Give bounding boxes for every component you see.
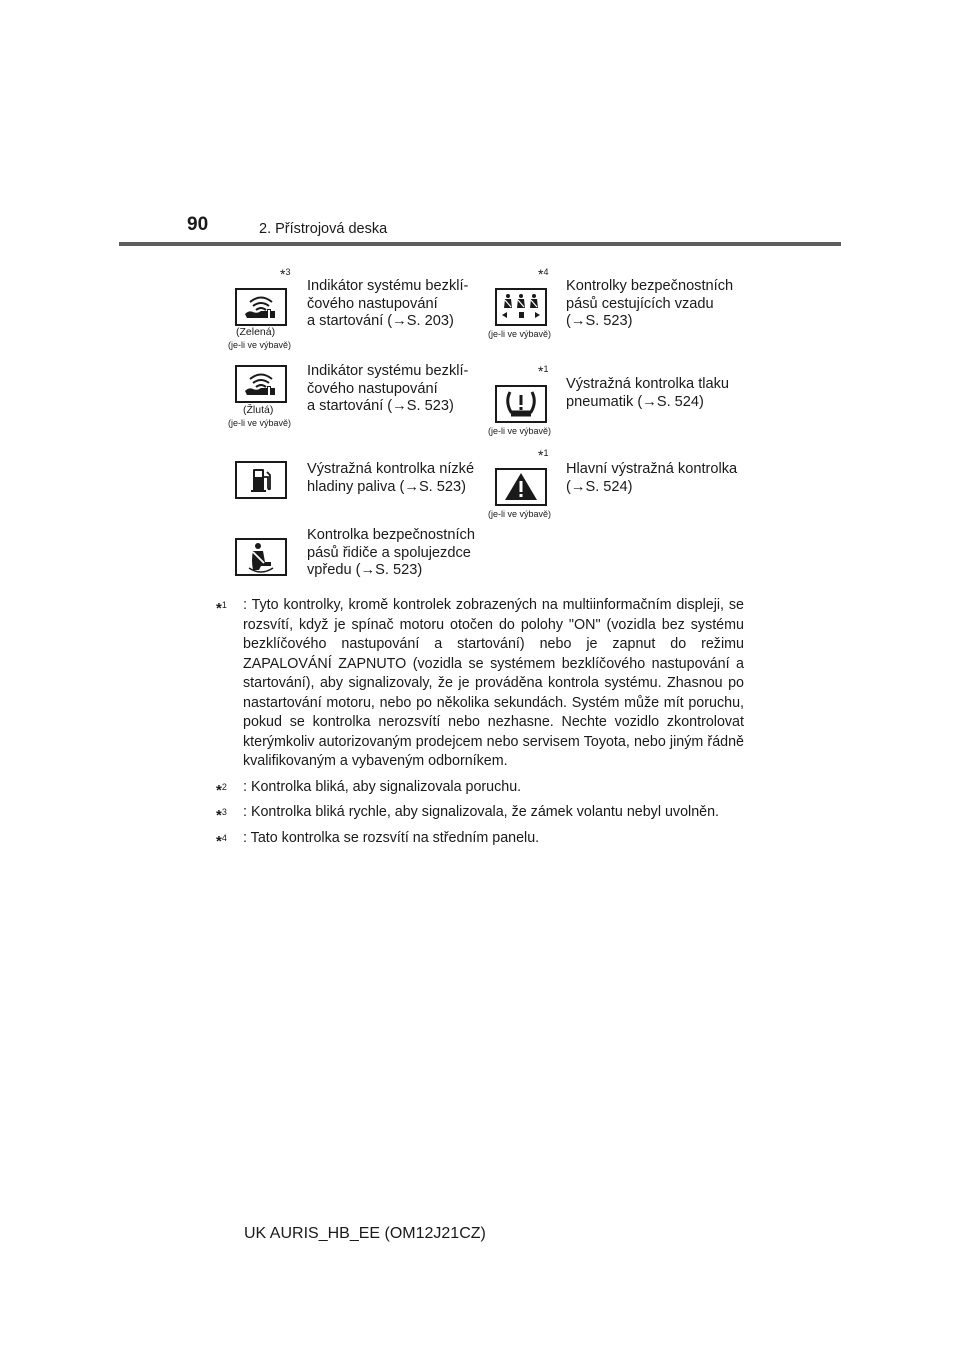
footnote-ref: *$^3$ bbox=[216, 807, 227, 824]
footnote-ref: *$^2$ bbox=[216, 782, 227, 799]
footnote bbox=[216, 803, 744, 823]
icon-caption: (je-li ve výbavě) bbox=[488, 329, 552, 339]
front-seatbelt-icon bbox=[235, 538, 287, 576]
footnote-text: : Tyto kontrolky, kromě kontrolek zobrazených na multiinformačním displeji, se rozsvítí, když je spínač motoru otočen do polohy "ON" (vozidla bez systému bezklíčového nastupování a startování) nebo je zapnut do režimu ZAPALOVÁNÍ ZAPNUTO (vozidla se systémem bezklíčového nastupování a startování), aby signalizovaly, že je prováděna kontrola systému. Zhasnou po nastartování motoru, nebo po několika sekundách. Systém může mít poruchu, pokud se kontrolka nerozsvítí nebo nezhasne. Nechte vozidlo zkontrolovat kterýmkoliv autorizovaným prodejcem nebo servisem Toyota, nebo jiným řádně kvalifikovaným a vybaveným odborníkem. bbox=[243, 597, 744, 769]
indicator-mark: *$^3$ bbox=[280, 266, 291, 282]
indicator-mark: *$^4$ bbox=[538, 266, 549, 282]
footnote-ref: *$^4$ bbox=[216, 833, 227, 850]
icon-caption: (Žlutá) bbox=[243, 404, 274, 416]
header-rule bbox=[119, 242, 841, 246]
keyless-green-icon bbox=[235, 288, 287, 326]
icon-caption: (je-li ve výbavě) bbox=[488, 509, 552, 519]
indicator-description: Kontrolka bezpečnostních pásů řidiče a spolujezdce vpředu (→S. 523) bbox=[307, 527, 475, 578]
footnote-text: : Kontrolka bliká rychle, aby signalizovala, že zámek volantu nebyl uvolněn. bbox=[243, 804, 720, 820]
icon-caption: (je-li ve výbavě) bbox=[228, 340, 292, 350]
page-number: 90 bbox=[187, 214, 209, 235]
master-warning-icon bbox=[495, 468, 547, 506]
footnote bbox=[216, 778, 744, 798]
indicator-mark: *$^1$ bbox=[538, 447, 549, 463]
indicator-description: Indikátor systému bezklí- čového nastupování a startování (→S. 203) bbox=[307, 278, 469, 329]
indicator-description: Výstražná kontrolka tlaku pneumatik (→S. 524) bbox=[566, 376, 730, 410]
document-code: UK AURIS_HB_EE (OM12J21CZ) bbox=[244, 1225, 486, 1242]
section-title: 2. Přístrojová deska bbox=[259, 221, 388, 237]
indicator-description: Indikátor systému bezklí- čového nastupování a startování (→S. 523) bbox=[307, 363, 469, 414]
indicator-mark: *$^1$ bbox=[538, 363, 549, 379]
footnote-text: : Tato kontrolka se rozsvítí na středním panelu. bbox=[243, 830, 540, 846]
icon-caption: (je-li ve výbavě) bbox=[228, 418, 292, 428]
footnote bbox=[216, 829, 744, 849]
icon-caption: (Zelená) bbox=[236, 326, 276, 338]
keyless-yellow-icon bbox=[235, 365, 287, 403]
rear-seatbelt-icon bbox=[495, 288, 547, 326]
footnote-text: : Kontrolka bliká, aby signalizovala poruchu. bbox=[243, 779, 522, 795]
fuel-icon bbox=[235, 461, 287, 499]
indicator-description: Kontrolky bezpečnostních pásů cestujících vzadu (→S. 523) bbox=[566, 278, 734, 329]
indicator-description: Hlavní výstražná kontrolka (→S. 524) bbox=[566, 461, 738, 495]
footnote bbox=[216, 596, 744, 772]
icon-caption: (je-li ve výbavě) bbox=[488, 426, 552, 436]
footnote-ref: *$^1$ bbox=[216, 600, 227, 617]
indicator-description: Výstražná kontrolka nízké hladiny paliva (→S. 523) bbox=[307, 461, 475, 495]
tire-pressure-icon bbox=[495, 385, 547, 423]
